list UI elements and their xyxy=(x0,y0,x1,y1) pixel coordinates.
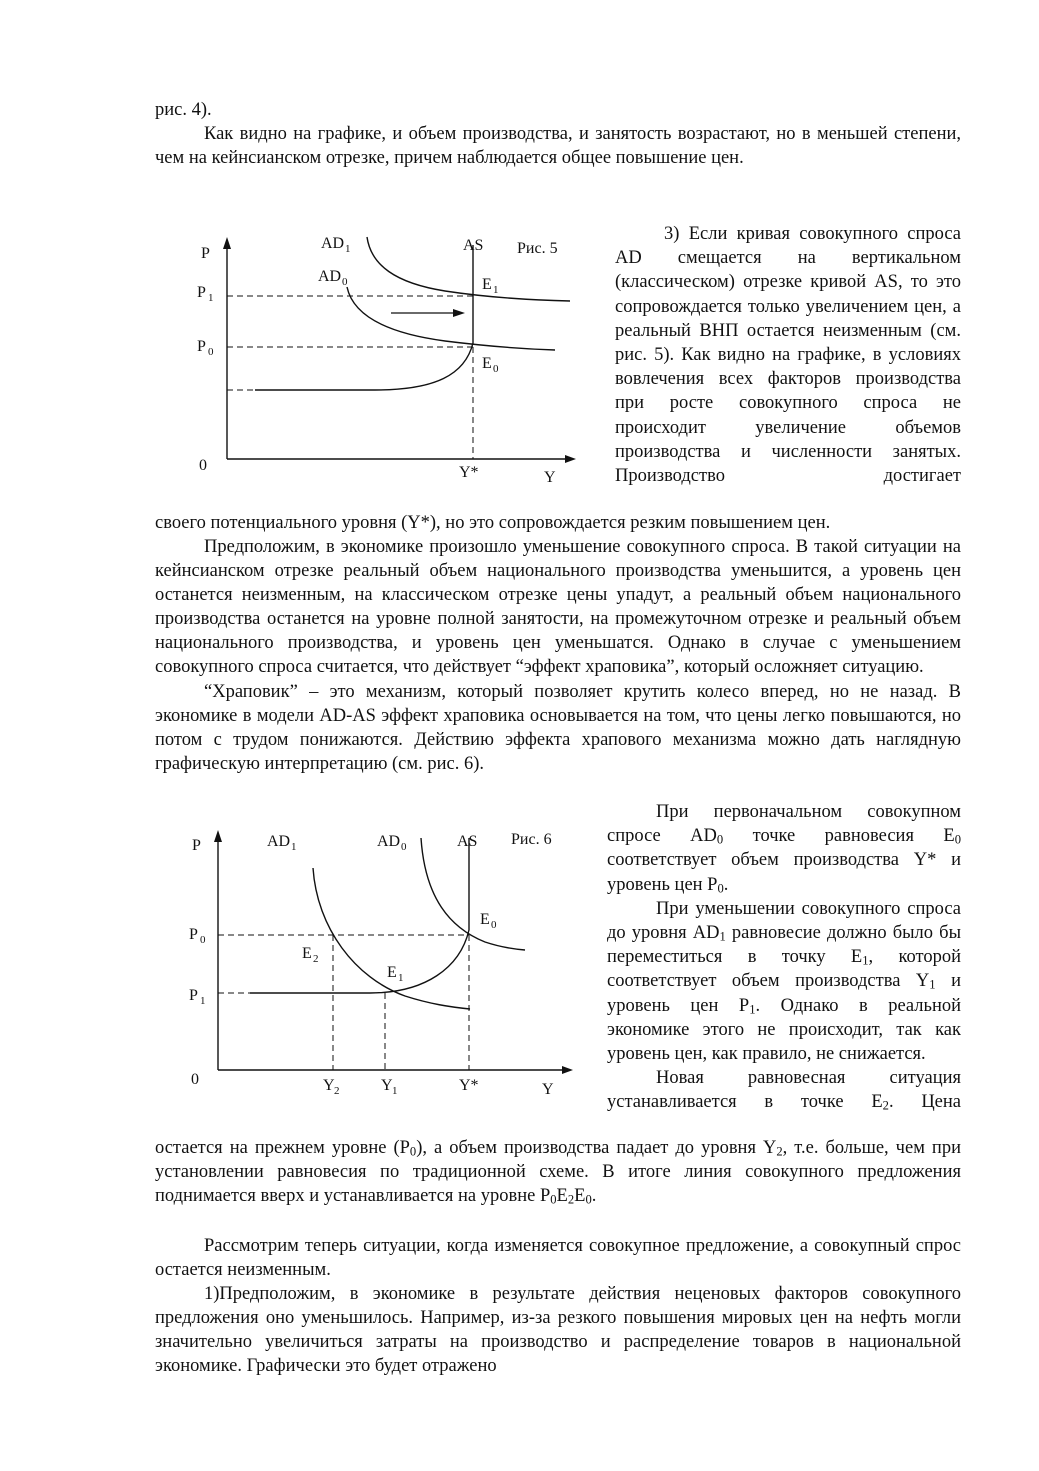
p1-sub: 1 xyxy=(200,995,206,1007)
subscript: 2 xyxy=(567,1192,575,1207)
subscript: 1 xyxy=(862,953,869,968)
subscript: 1 xyxy=(749,1002,756,1017)
text-run: Новая равновесная ситуация устанавливается в точке E xyxy=(607,1068,961,1113)
subscript: 1 xyxy=(929,977,936,992)
y-axis-label: Y xyxy=(544,469,556,486)
subscript: 0 xyxy=(717,881,724,896)
y1-label: Y xyxy=(381,1077,393,1094)
subscript: 2 xyxy=(776,1144,783,1159)
text-run: ), а объем производства падает до уровня Y xyxy=(416,1138,777,1158)
origin-label: 0 xyxy=(199,457,207,474)
text-line: рис. 4). xyxy=(155,100,212,120)
figure-5 xyxy=(185,225,605,495)
ad1-curve xyxy=(313,868,470,1009)
text-run: , которой соответствует объем производства Y xyxy=(607,947,962,992)
ad1-sub: 1 xyxy=(345,243,351,255)
text-run: . Однако в реальной экономике этого не происходит, так как уровень цен, как правило, не снижается. xyxy=(607,995,961,1065)
text-run: E xyxy=(574,1186,586,1206)
figure-6-graph xyxy=(185,818,605,1108)
p1-sub: 1 xyxy=(208,292,214,304)
e1-label: E xyxy=(482,276,492,293)
subscript: 0 xyxy=(550,1192,557,1207)
paragraph xyxy=(607,897,961,1066)
paragraph xyxy=(155,1282,961,1378)
p1-label: P xyxy=(197,284,206,301)
figure-6 xyxy=(185,818,605,1108)
paragraph: своего потенциального уровня (Y*), но это сопровождается резким повышением цен. xyxy=(155,513,831,533)
as-curve xyxy=(255,245,473,390)
page-middle xyxy=(155,535,961,776)
figure-5-graph xyxy=(185,225,605,495)
p-axis-arrow xyxy=(223,237,231,249)
ystar-label: Y* xyxy=(459,464,479,481)
e1-sub: 1 xyxy=(493,284,499,296)
e0-label: E xyxy=(482,355,492,372)
figure-title: Рис. 6 xyxy=(511,831,552,848)
page-bottom xyxy=(155,1234,961,1378)
text-run: . xyxy=(723,874,729,895)
paragraph xyxy=(155,1136,961,1208)
text-run: Предположим, в экономике в результате действия неценовых факторов совокупного предложения оно уменьшилось. Например, из-за резкого повышения мировых цен на нефть могли значительно увеличиться затраты на производство и распределение товаров в национальной экономике. Графически это будет отражено xyxy=(155,1284,961,1376)
text-run: остается на прежнем уровне (P xyxy=(155,1138,410,1158)
e2-sub: 2 xyxy=(313,953,319,965)
ystar-label: Y* xyxy=(459,1077,479,1094)
shift-arrow-head xyxy=(453,309,465,317)
ad0-label: AD xyxy=(318,268,342,285)
paragraph: “Храповик” – это механизм, который позволяет крутить колесо вперед, но не назад. В экономике в модели AD-AS эффект храповика основывается на том, что цены легко повышаются, но потом с трудом понижаются. Действию эффекта храпового механизма можно дать наглядную графическую интерпретацию (см. рис. 6). xyxy=(155,681,961,774)
e2-label: E xyxy=(302,945,312,962)
y-axis-arrow xyxy=(565,455,576,463)
fig6-wrap-text xyxy=(607,800,961,1115)
subscript: 2 xyxy=(882,1098,889,1113)
ad1-sub: 1 xyxy=(291,841,297,853)
y2-sub: 2 xyxy=(334,1085,340,1097)
paragraph: Рассмотрим теперь ситуации, когда изменяется совокупное предложение, а совокупный спрос остается неизменным. xyxy=(155,1236,961,1280)
ad0-curve xyxy=(421,838,525,950)
ad1-label: AD xyxy=(267,833,291,850)
fig5-cont-text xyxy=(155,511,961,535)
subscript: 0 xyxy=(409,1144,417,1159)
p0-sub: 0 xyxy=(200,934,206,946)
as-curve xyxy=(250,838,469,993)
list-number: 1) xyxy=(204,1284,220,1304)
text-run: точке равновесия E xyxy=(723,826,955,847)
origin-label: 0 xyxy=(191,1071,199,1088)
ad0-label: AD xyxy=(377,833,401,850)
text-run: E xyxy=(556,1186,568,1206)
text-run: и уровень цен P xyxy=(607,971,961,1016)
y-axis-arrow xyxy=(562,1066,573,1074)
e0-sub: 0 xyxy=(491,919,497,931)
subscript: 0 xyxy=(585,1192,592,1207)
paragraph xyxy=(607,1066,961,1114)
subscript: 1 xyxy=(719,929,726,944)
p0-label: P xyxy=(197,338,206,355)
ad0-sub: 0 xyxy=(401,841,407,853)
e0-label: E xyxy=(480,911,490,928)
figure-title: Рис. 5 xyxy=(517,240,558,257)
paragraph xyxy=(607,800,961,897)
p-axis-label: P xyxy=(192,837,201,854)
text-run: При первоначальном совокупном спросе AD xyxy=(607,802,961,847)
subscript: 0 xyxy=(716,832,724,847)
text-run: При уменьшении совокупного спроса до уровня AD xyxy=(607,898,961,944)
fig6-cont-text xyxy=(155,1136,961,1208)
as-label: AS xyxy=(457,833,478,850)
text-run: , т.е. больше, чем при установлении равновесия по традиционной схеме. В итоге линия совокупного предложения поднимается вверх и устанавливается на уровне P xyxy=(155,1138,961,1206)
ad1-label: AD xyxy=(321,235,345,252)
e1-sub: 1 xyxy=(398,972,404,984)
y2-label: Y xyxy=(323,1077,335,1094)
paragraph: Как видно на графике, и объем производства, и занятость возрастают, но в меньшей степени, чем на кейнсианском отрезке, причем наблюдается общее повышение цен. xyxy=(155,124,961,168)
ad0-sub: 0 xyxy=(342,276,348,288)
y1-sub: 1 xyxy=(392,1085,398,1097)
p0-sub: 0 xyxy=(208,346,214,358)
p0-label: P xyxy=(189,926,198,943)
subscript: 0 xyxy=(954,832,961,847)
paragraph: Предположим, в экономике произошло уменьшение совокупного спроса. В такой ситуации на кейнсианском отрезке реальный объем национального производства уменьшится, а уровень цен останется неизменным, на классическом отрезке цены упадут, а реальный объем национального производства останется на уровне полной занятости, на промежуточном отрезке и реальный объем национального производства, и уровень цен уменьшатся. Однако в случае с уменьшением совокупного спроса считается, что действует “эффект храповика”, который осложняет ситуацию. xyxy=(155,537,961,678)
text-run: . xyxy=(591,1186,597,1206)
text-run: . Цена xyxy=(888,1092,962,1113)
paragraph: 3) Если кривая совокупного спроса AD смещается на вертикальном (классическом) отрезке кривой AS, то это сопровождается только увеличением цен, а реальный ВНП остается неизменным (см. рис. 5). Как видно на графике, в условиях вовлечения всех факторов производства при росте совокупного спроса не происходит увеличение объемов производства и численности занятых. Производство достигает xyxy=(615,224,961,487)
e0-sub: 0 xyxy=(493,363,499,375)
p1-label: P xyxy=(189,987,198,1004)
fig5-wrap-text xyxy=(615,222,961,488)
p-axis-label: P xyxy=(201,245,210,262)
as-label: AS xyxy=(463,237,484,254)
p-axis-arrow xyxy=(214,830,222,842)
y-axis-label: Y xyxy=(542,1081,554,1098)
page-top xyxy=(155,98,961,170)
text-run: равновесие должно было бы переместиться в точку E xyxy=(607,923,961,968)
text-run: соответствует объем производства Y* и уровень цен P xyxy=(607,850,961,895)
e1-label: E xyxy=(387,964,397,981)
